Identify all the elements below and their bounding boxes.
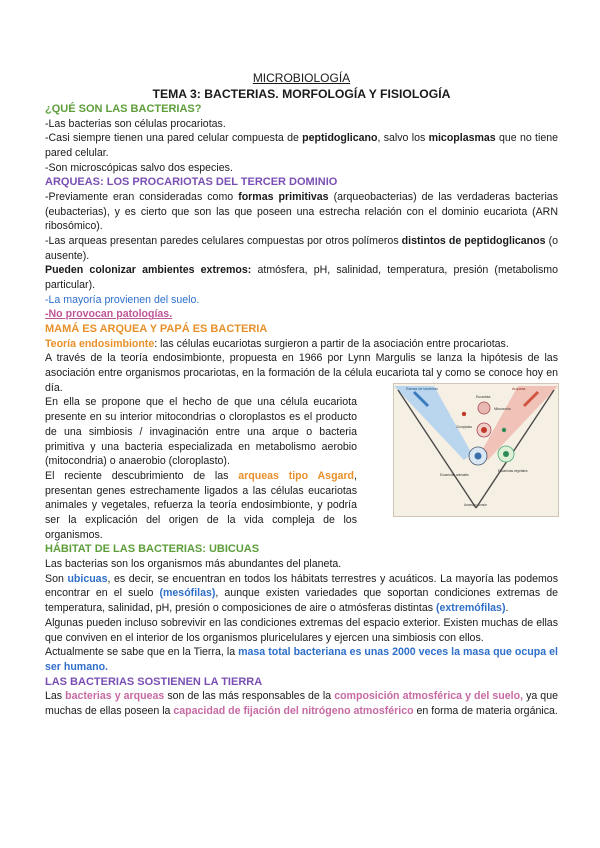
- endosymbiosis-figure: [393, 383, 559, 517]
- topic-title: TEMA 3: BACTERIAS. MORFOLOGÍA Y FISIOLOGÍA: [152, 87, 451, 101]
- bacterium-icon: [502, 428, 506, 432]
- paragraph: El reciente descubrimiento de las arqueas tipo Asgard, presentan genes estrechamente ligados a las células eucariotas animales y vegetales, refuerza la teoría endosimbionte, y podría ser la explicación del origen de la vida compleja de los organismos.: [45, 469, 357, 541]
- section-heading-tierra: LAS BACTERIAS SOSTIENEN LA TIERRA: [45, 675, 263, 688]
- paragraph: -La mayoría provienen del suelo.: [45, 293, 200, 306]
- paragraph: Son ubicuas, es decir, se encuentran en todos los hábitats terrestres y acuáticos. La mayoría las podemos encontrar en el suelo (mesófilas), aunque existen variedades que soportan condiciones extremas de temperatura, salinidad, pH, presión o composiciones de aire o atmósferas distintas (extremófilas).: [45, 572, 558, 615]
- paragraph: -Previamente eran consideradas como formas primitivas (arqueobacterias) de las verdaderas bacterias (eubacterias), y es cierto que son las que poseen una estrecha relación con el dominio eucariota (ARN ribosómico).: [45, 190, 558, 233]
- paragraph: -Casi siempre tienen una pared celular compuesta de peptidoglicano, salvo los micoplasmas que no tiene pared celular.: [45, 132, 558, 159]
- section-heading-endosimbionte: MAMÁ ES ARQUEA Y PAPÁ ES BACTERIA: [45, 323, 268, 336]
- paragraph: -Las bacterias son células procariotas.: [45, 117, 226, 130]
- nucleus-icon: [481, 427, 487, 433]
- figure-label: Mitocondria: [494, 407, 511, 411]
- subject-title: MICROBIOLOGÍA: [252, 71, 351, 85]
- figure-label: Ramas de bacterias: [406, 387, 438, 391]
- paragraph: En ella se propone que el hecho de que una célula eucariota presente en su interior mitocondrias o cloroplastos es el producto de una simbiosis / invaginación entre una arque o bacteria primitiva y una bacteria especializada en metabolismo aerobio (mitocondria) o anaerobio (cloroplasto).: [45, 396, 357, 468]
- endosymbiosis-diagram: [394, 384, 558, 516]
- chloroplast-icon: [503, 451, 509, 457]
- section-heading-bacterias: ¿QUÉ SON LAS BACTERIAS?: [45, 103, 202, 115]
- bacteria-branch-band: [394, 386, 472, 460]
- figure-label: Arqueas: [512, 387, 526, 391]
- paragraph: Pueden colonizar ambientes extremos: atmósfera, pH, salinidad, temperatura, presión (metabolismo particular).: [45, 264, 558, 292]
- archaea-branch-band: [480, 386, 558, 460]
- nucleus-icon: [475, 453, 482, 460]
- figure-label: Eucariotas animales: [440, 473, 469, 477]
- paragraph: Las bacterias y arqueas son de las más responsables de la composición atmosférica y del suelo, ya que muchas de ellas poseen la capacidad de fijación del nitrógeno atmosférico en forma de materia orgánica.: [45, 690, 558, 717]
- paragraph: -No provocan patologías.: [45, 308, 173, 321]
- section-heading-habitat: HÁBITAT DE LAS BACTERIAS: UBICUAS: [45, 543, 260, 556]
- paragraph: Algunas pueden incluso sobrevivir en las condiciones extremas del espacio exterior. Existen muchas de ellas que conviven en el interior de los organismos pluricelulares y ejercen una simbiosis con ellos.: [45, 616, 558, 644]
- paragraph: -Las arqueas presentan paredes celulares compuestas por otros polímeros distintos de peptidoglicanos (o ausente).: [45, 234, 558, 262]
- figure-label: Ancestro común: [464, 503, 488, 507]
- figure-label: Cloroplasto: [456, 425, 473, 429]
- paragraph: Las bacterias son los organismos más abundantes del planeta.: [45, 557, 342, 570]
- section-heading-arqueas: ARQUEAS: LOS PROCARIOTAS DEL TERCER DOMINIO: [45, 176, 338, 189]
- paragraph: Actualmente se sabe que en la Tierra, la masa total bacteriana es unas 2000 veces la masa que ocupa el ser humano.: [45, 646, 558, 673]
- cell-icon: [478, 402, 490, 414]
- figure-label: Eucariota: [476, 395, 491, 399]
- paragraph: -Son microscópicas salvo dos especies.: [45, 161, 233, 174]
- paragraph: Teoría endosimbionte: las células eucariotas surgieron a partir de la asociación entre procariotas.: [45, 337, 509, 350]
- paragraph: A través de la teoría endosimbionte, propuesta en 1966 por Lynn Margulis se lanza la hipótesis de las asociación entre organismos procariotas, en la formación de la célula eucariota tal y como se conoce hoy en día.: [45, 352, 558, 394]
- figure-label: Eucariotas vegetales: [498, 469, 528, 473]
- wrapped-text-column: [45, 395, 357, 542]
- bacterium-icon: [462, 412, 466, 416]
